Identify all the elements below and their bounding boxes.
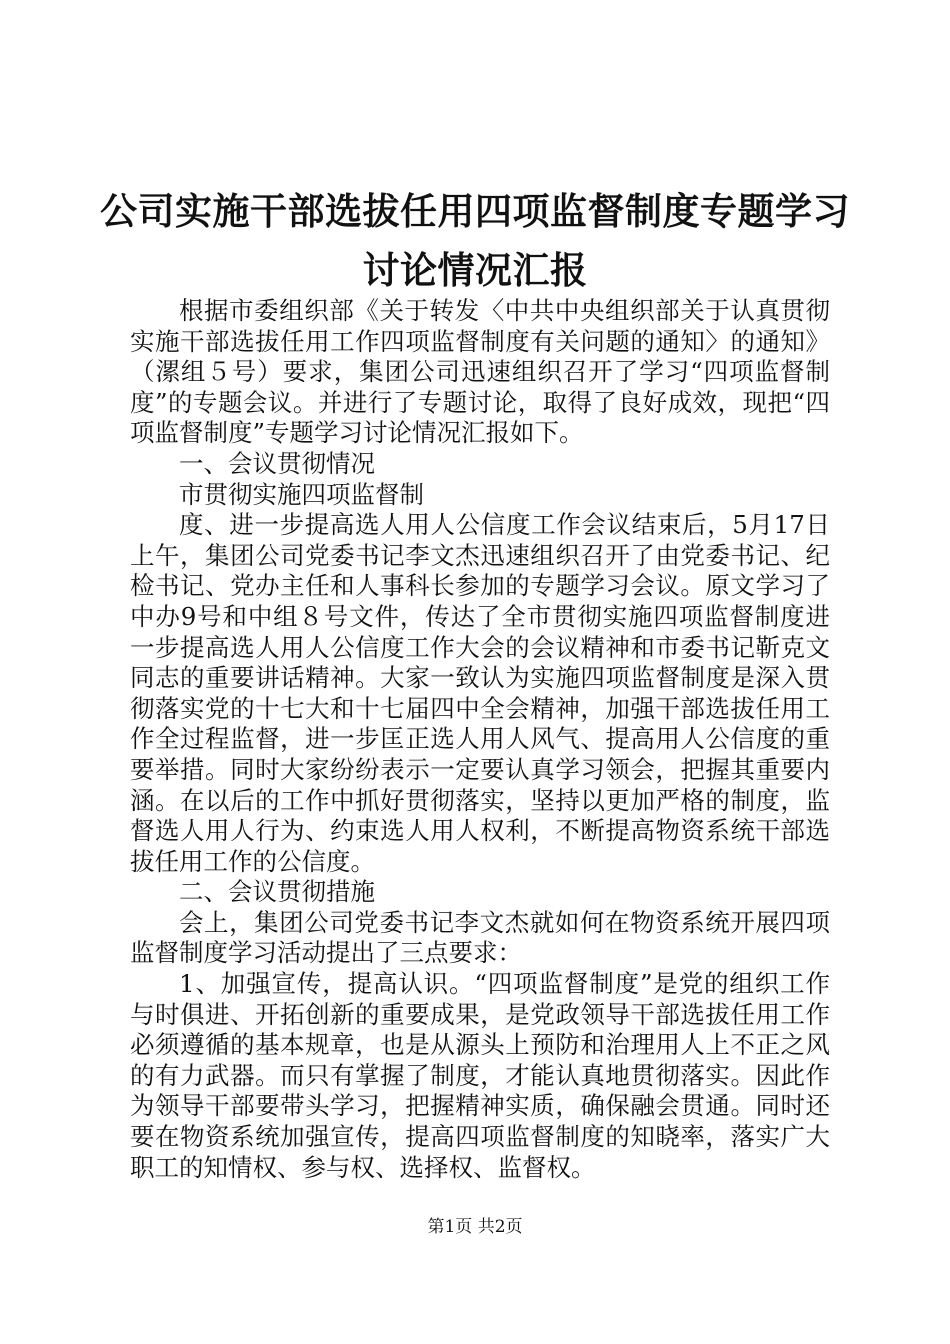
paragraph-meeting: 度、进一步提高选人用人公信度工作会议结束后，5月17日上午，集团公司党委书记李文杰迅速组织召开了由党委书记、纪检书记、党办主任和人事科长参加的专题学习会议。原文学习了中办9号和中组８号文件，传达了全市贯彻实施四项监督制度进一步提高选人用人公信度工作大会的会议精神和市委书记靳克文同志的重要讲话精神。大家一致认为实施四项监督制度是深入贯彻落实党的十七大和十七届四中全会精神，加强干部选拔任用工作全过程监督，进一步匡正选人用人风气、提高用人公信度的重要举措。同时大家纷纷表示一定要认真学习领会，把握其重要内涵。在以后的工作中抓好贯彻落实，坚持以更加严格的制度，监督选人用人行为、约束选人用人权利，不断提高物资系统干部选拔任用工作的公信度。 [130, 510, 830, 876]
paragraph-point-1: 1、加强宣传，提高认识。“四项监督制度”是党的组织工作与时俱进、开拓创新的重要成果，是党政领导干部选拔任用工作必须遵循的基本规章，也是从源头上预防和治理用人上不正之风的有力武器。而只有掌握了制度，才能认真地贯彻落实。因此作为领导干部要带头学习，把握精神实质，确保融会贯通。同时还要在物资系统加强宣传，提高四项监督制度的知晓率，落实广大职工的知情权、参与权、选择权、监督权。 [130, 969, 830, 1182]
paragraph-requirements: 会上，集团公司党委书记李文杰就如何在物资系统开展四项监督制度学习活动提出了三点要求： [130, 907, 830, 968]
paragraph-fragment: 市贯彻实施四项监督制 [179, 479, 424, 509]
document-body [130, 296, 830, 1183]
document-title-line-1: 公司实施干部选拔任用四项监督制度专题学习 [100, 190, 850, 233]
page-footer: 第1页 共2页 [427, 1217, 523, 1237]
section-heading-1: 一、会议贯彻情况 [179, 448, 375, 478]
paragraph-intro: 根据市委组织部《关于转发〈中共中央组织部关于认真贯彻实施干部选拔任用工作四项监督制度有关问题的通知〉的通知》（漯组５号）要求，集团公司迅速组织召开了学习“四项监督制度”的专题会议。并进行了专题讨论，取得了良好成效，现把“四项监督制度”专题学习讨论情况汇报如下。 [130, 296, 830, 448]
document-title-line-2: 讨论情况汇报 [362, 249, 588, 292]
section-heading-2: 二、会议贯彻措施 [179, 877, 375, 907]
